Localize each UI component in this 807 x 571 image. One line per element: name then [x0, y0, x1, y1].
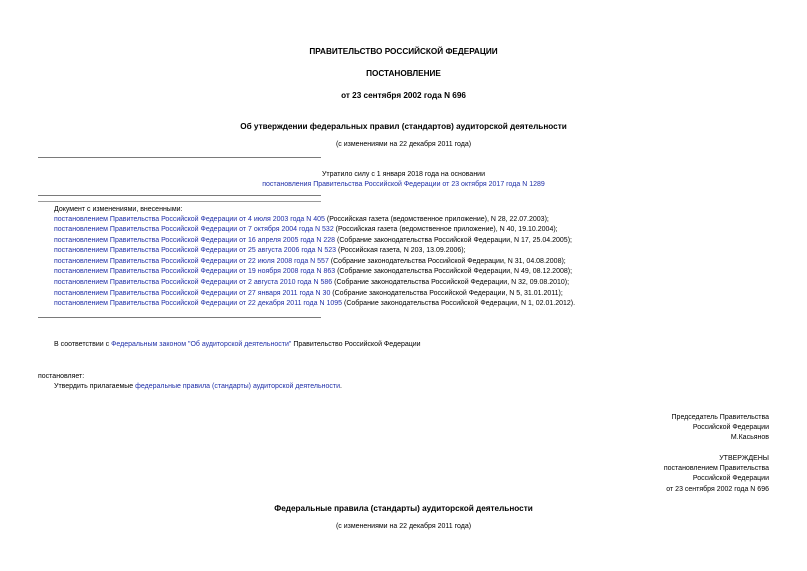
amendment-link[interactable]: постановлением Правительства Российской Федерации от 25 августа 2006 года N 523 [54, 247, 337, 254]
preamble-text: Правительство Российской Федерации [291, 341, 421, 348]
divider [38, 195, 321, 196]
federal-law-link[interactable]: Федеральным законом "Об аудиторской деятельности" [111, 341, 292, 348]
rules-link[interactable]: федеральные правила (стандарты) аудиторской деятельности [135, 383, 341, 390]
amendment-link[interactable]: постановлением Правительства Российской Федерации от 4 июля 2003 года N 405 [54, 216, 325, 223]
document-title: Об утверждении федеральных правил (стандартов) аудиторской деятельности [240, 122, 567, 131]
divider [38, 157, 321, 158]
approve-clause [54, 383, 342, 390]
government-heading: ПРАВИТЕЛЬСТВО РОССИЙСКОЙ ФЕДЕРАЦИИ [309, 47, 498, 56]
amendment-link[interactable]: постановлением Правительства Российской Федерации от 16 апреля 2005 года N 228 [54, 237, 336, 244]
amendment-source: (Российская газета (ведомственное приложение), N 28, 22.07.2003); [324, 216, 549, 223]
rules-title: Федеральные правила (стандарты) аудиторской деятельности [274, 504, 533, 513]
rules-amended-note: (с изменениями на 22 декабря 2011 года) [335, 523, 472, 530]
amendment-link[interactable]: постановлением Правительства Российской Федерации от 22 декабря 2011 года N 1095 [54, 300, 343, 307]
document-date-number: от 23 сентября 2002 года N 696 [341, 91, 466, 100]
amendment-item [54, 258, 566, 265]
amendments-heading: Документ с изменениями, внесенными: [54, 206, 183, 213]
preamble-text: В соответствии с [54, 341, 112, 348]
amendment-source: (Российская газета, N 203, 13.09.2006); [336, 247, 466, 254]
amendment-link[interactable]: постановлением Правительства Российской Федерации от 19 ноября 2008 года N 863 [54, 268, 336, 275]
approved-heading: УТВЕРЖДЕНЫ [719, 455, 769, 462]
amendment-source: (Собрание законодательства Российской Федерации, N 31, 04.08.2008); [328, 258, 566, 265]
amendment-source: (Собрание законодательства Российской Федерации, N 17, 25.04.2005); [335, 237, 572, 244]
amendment-source: (Собрание законодательства Российской Федерации, N 1, 02.01.2012). [342, 300, 576, 307]
signature-title: Председатель Правительства [671, 414, 769, 421]
amendment-item [54, 279, 569, 286]
preamble [54, 341, 421, 348]
approved-line: Российской Федерации [692, 475, 769, 482]
signature-name: М.Касьянов [730, 434, 769, 441]
amendment-item [54, 226, 558, 233]
approve-text: Утвердить прилагаемые [54, 383, 136, 390]
document-amended-note: (с изменениями на 22 декабря 2011 года) [335, 141, 472, 148]
amendment-item [54, 268, 572, 275]
approved-line: постановлением Правительства [663, 465, 769, 472]
amendment-link[interactable]: постановлением Правительства Российской Федерации от 7 октября 2004 года N 532 [54, 226, 334, 233]
divider [38, 201, 321, 202]
amendment-item [54, 300, 575, 307]
amendment-link[interactable]: постановлением Правительства Российской Федерации от 2 августа 2010 года N 586 [54, 279, 333, 286]
amendment-source: (Российская газета (ведомственное приложение), N 40, 19.10.2004); [333, 226, 558, 233]
amendment-item [54, 216, 549, 223]
amendment-link[interactable]: постановлением Правительства Российской Федерации от 27 января 2011 года N 30 [54, 290, 331, 297]
expired-link[interactable]: постановления Правительства Российской Федерации от 23 октября 2017 года N 1289 [262, 181, 545, 188]
amendment-source: (Собрание законодательства Российской Федерации, N 32, 09.08.2010); [332, 279, 570, 286]
document-type: ПОСТАНОВЛЕНИЕ [366, 69, 441, 78]
signature-org: Российской Федерации [692, 424, 769, 431]
amendment-link[interactable]: постановлением Правительства Российской Федерации от 22 июля 2008 года N 557 [54, 258, 329, 265]
expired-text: Утратило силу с 1 января 2018 года на основании [321, 171, 486, 178]
divider [38, 317, 321, 318]
approved-date: от 23 сентября 2002 года N 696 [666, 486, 769, 493]
amendment-source: (Собрание законодательства Российской Федерации, N 49, 08.12.2008); [335, 268, 573, 275]
amendment-source: (Собрание законодательства Российской Федерации, N 5, 31.01.2011); [330, 290, 563, 297]
resolves-text: постановляет: [38, 373, 85, 380]
approve-text: . [340, 383, 342, 390]
amendment-item [54, 290, 563, 297]
amendment-item [54, 237, 572, 244]
amendment-item [54, 247, 466, 254]
